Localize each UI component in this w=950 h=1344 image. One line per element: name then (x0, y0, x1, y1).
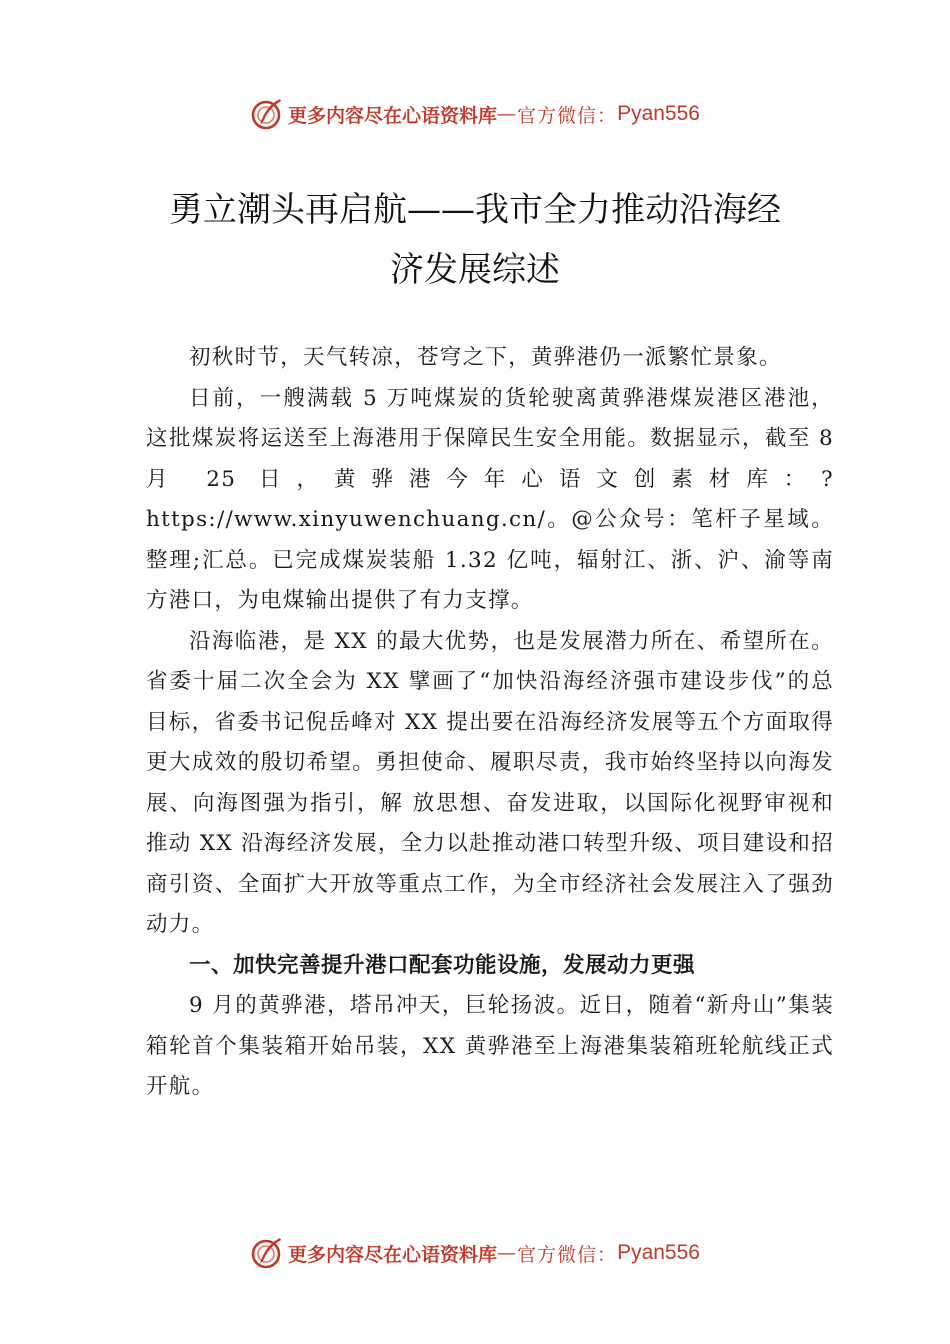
document-body (146, 338, 834, 1108)
banner-dash: — (497, 103, 518, 125)
banner-wechat-label: 官方微信： (517, 104, 618, 127)
paragraph: 沿海临港，是 XX 的最大优势，也是发展潜力所在、希望所在。省委十届二次全会为 XX 擘画了“加快沿海经济强市建设步伐”的总目标，省委书记倪岳峰对 XX 提出要在沿海经济发展等五个方面取得更大成效的殷切希望。勇担使命、履职尽责，我市始终坚持以向海发展、向海图强为指引，解 放思想、奋发进取，以国际化视野审视和推动 XX 沿海经济发展，全力以赴推动港口转型升级、项目建设和招商引资、全面扩大开放等重点工作，为全市经济社会发展注入了强劲 动力。 (146, 628, 834, 937)
document-title (100, 180, 850, 300)
footer-banner (0, 1233, 950, 1273)
header-banner (0, 94, 950, 134)
paragraph: 9 月的黄骅港，塔吊冲天，巨轮扬波。近日，随着“新舟山”集装箱轮首个集装箱开始吊装，XX 黄骅港至上海港集装箱班轮航线正式开航。 (146, 993, 834, 1099)
banner-wechat-label: 官方微信： (517, 1243, 618, 1266)
banner-title: 更多内容尽在心语资料库 (288, 104, 498, 127)
paragraph: 初秋时节，天气转凉，苍穹之下，黄骅港仍一派繁忙景象。 (189, 345, 782, 370)
banner-wechat-id: Pyan556 (617, 102, 700, 125)
banner-title: 更多内容尽在心语资料库 (288, 1243, 498, 1266)
paragraph: 日前，一艘满载 5 万吨煤炭的货轮驶离黄骅港煤炭港区港池，这批煤炭将运送至上海港用于保障民生安全用能。数据显示，截至 8 月 25 日，黄骅港今年心语文创素材库：?https://www.xinyuwenchuang.cn/。@公众号：笔杆子星域。整理;汇总。已完成煤炭装船 1.32 亿吨，辐射江、浙、沪、渝等南方港口，为电煤输出提供了有力支撑。 (146, 385, 834, 613)
title-line-1: 勇立潮头再启航——我市全力推动沿海经 (169, 190, 781, 230)
banner-wechat-id: Pyan556 (617, 1241, 700, 1264)
quill-logo-icon (250, 1236, 284, 1270)
section-heading: 一、加快完善提升港口配套功能设施，发展动力更强 (189, 952, 696, 978)
banner-dash: — (497, 1242, 518, 1264)
title-line-2: 济发展综述 (390, 250, 560, 290)
quill-logo-icon (250, 97, 284, 131)
